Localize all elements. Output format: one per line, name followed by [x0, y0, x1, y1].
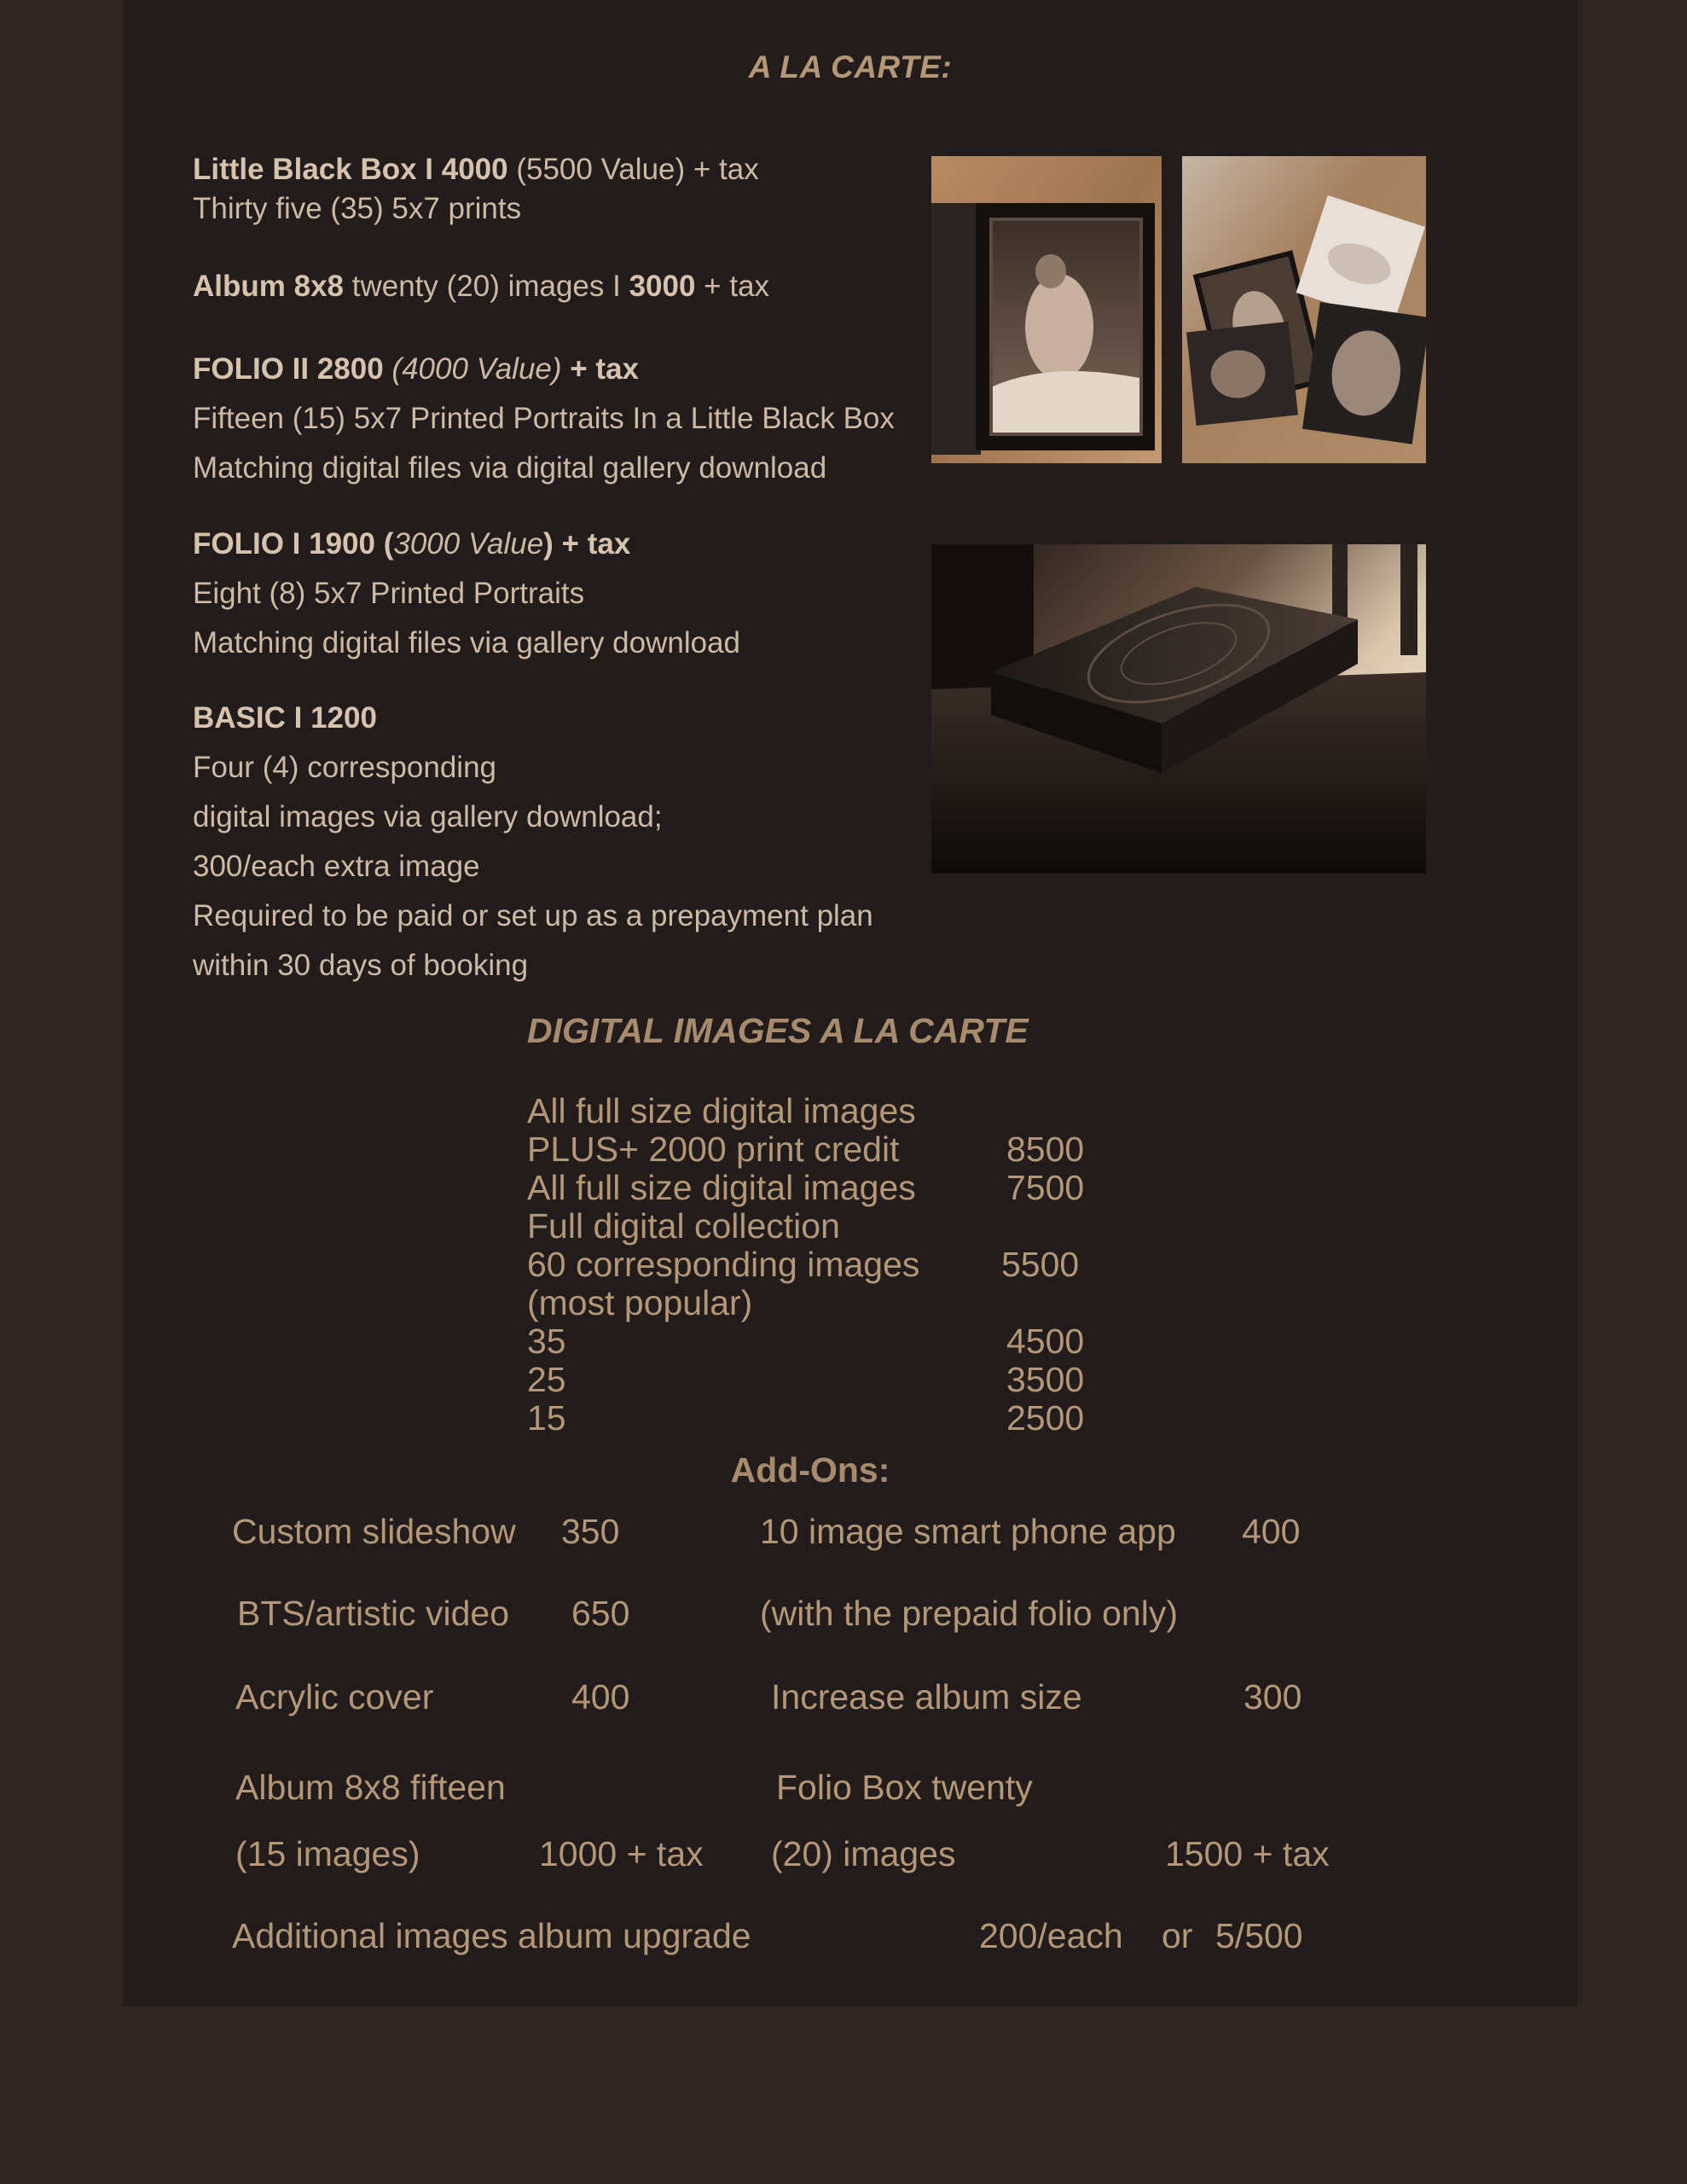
- digital-price-row: [527, 1207, 1090, 1246]
- package-close-paren: ): [543, 527, 554, 561]
- addon-album-fifteen-price: 1000 + tax: [539, 1834, 704, 1873]
- addon-additional-bundle: 5/500: [1215, 1916, 1303, 1955]
- package-title: FOLIO I 1900: [193, 527, 375, 561]
- package-line: Matching digital files via digital gallery download: [193, 451, 827, 485]
- addon-folio-twenty-label: Folio Box twenty: [776, 1768, 1033, 1807]
- package-title: Album 8x8: [193, 270, 344, 303]
- digital-row-label: Full digital collection: [527, 1206, 840, 1246]
- digital-row-price: 5500: [1001, 1245, 1080, 1284]
- digital-row-label: 35: [527, 1321, 566, 1361]
- digital-price-row: [527, 1284, 1090, 1322]
- digital-section-heading: DIGITAL IMAGES A LA CARTE: [527, 1011, 1029, 1050]
- digital-row-label: All full size digital images: [527, 1091, 916, 1130]
- addons-heading: Add-Ons:: [730, 1450, 890, 1490]
- digital-row-price: 7500: [1006, 1168, 1085, 1207]
- package-album-8x8: [193, 267, 769, 306]
- package-line: Matching digital files via gallery download: [193, 626, 741, 659]
- addon-additional-label: Additional images album upgrade: [232, 1916, 751, 1955]
- addon-bts-label: BTS/artistic video: [237, 1594, 509, 1633]
- package-little-black-box: [193, 150, 759, 229]
- digital-row-price: 8500: [1006, 1130, 1085, 1169]
- package-value-note: (4000 Value): [383, 352, 562, 386]
- addon-slideshow-price: 350: [561, 1512, 620, 1551]
- package-line: Required to be paid or set up as a prepayment plan: [193, 899, 873, 932]
- addon-album-fifteen-label: Album 8x8 fifteen: [235, 1768, 506, 1807]
- addon-acrylic-price: 400: [571, 1677, 630, 1716]
- digital-row-price: 3500: [1006, 1360, 1085, 1399]
- digital-price-row: [527, 1322, 1090, 1361]
- digital-row-label: 25: [527, 1360, 566, 1399]
- digital-row-label: 15: [527, 1398, 566, 1438]
- digital-price-row: [527, 1130, 1090, 1169]
- package-suffix: + tax: [553, 527, 631, 561]
- addon-additional-or: or: [1162, 1916, 1193, 1955]
- photo-little-black-box: [931, 156, 1162, 463]
- digital-row-label: All full size digital images: [527, 1168, 916, 1207]
- package-value-note: 3000 Value: [393, 527, 544, 561]
- package-title: Little Black Box I 4000: [193, 153, 508, 186]
- addon-album-fifteen-sub: (15 images): [235, 1834, 420, 1873]
- addon-album-size-price: 300: [1244, 1677, 1302, 1716]
- digital-price-list: [527, 1092, 1090, 1438]
- digital-row-label: (most popular): [527, 1283, 753, 1322]
- package-suffix: + tax: [561, 352, 640, 386]
- package-folio-ii: [193, 345, 895, 493]
- addon-prepaid-note: (with the prepaid folio only): [760, 1594, 1178, 1633]
- digital-row-price: 4500: [1006, 1321, 1085, 1361]
- package-value-note: (5500 Value) + tax: [507, 153, 759, 186]
- package-line: Thirty five (35) 5x7 prints: [193, 192, 522, 225]
- package-line: Fifteen (15) 5x7 Printed Portraits In a Little Black Box: [193, 402, 895, 435]
- digital-price-row: [527, 1399, 1090, 1438]
- package-line: digital images via gallery download;: [193, 800, 663, 834]
- addon-folio-twenty-price: 1500 + tax: [1165, 1834, 1330, 1873]
- package-folio-i: [193, 520, 740, 668]
- package-suffix: + tax: [695, 270, 770, 303]
- package-price: 3000: [629, 270, 696, 303]
- digital-row-label: 60 corresponding images: [527, 1245, 920, 1284]
- digital-price-row: [527, 1246, 1090, 1284]
- package-title: FOLIO II 2800: [193, 352, 384, 386]
- digital-price-row: [527, 1092, 1090, 1130]
- package-line: Four (4) corresponding: [193, 751, 496, 784]
- package-title: BASIC I 1200: [193, 701, 377, 735]
- package-line: Eight (8) 5x7 Printed Portraits: [193, 577, 585, 610]
- package-line: within 30 days of booking: [193, 949, 529, 982]
- addon-additional-price: 200/each: [979, 1916, 1123, 1955]
- addon-acrylic-label: Acrylic cover: [235, 1677, 434, 1716]
- digital-row-price: 2500: [1006, 1398, 1085, 1438]
- package-line: 300/each extra image: [193, 850, 480, 883]
- addon-album-size-label: Increase album size: [771, 1677, 1082, 1716]
- digital-row-label: PLUS+ 2000 print credit: [527, 1130, 900, 1169]
- page-title: A LA CARTE:: [748, 49, 953, 84]
- price-sheet-panel: [123, 0, 1578, 2007]
- digital-price-row: [527, 1169, 1090, 1207]
- photo-embossed-box: [931, 544, 1426, 874]
- photo-scattered-prints: [1182, 156, 1426, 463]
- addon-phone-app-price: 400: [1242, 1512, 1301, 1551]
- package-basic: [193, 694, 873, 990]
- addon-slideshow-label: Custom slideshow: [232, 1512, 516, 1551]
- digital-price-row: [527, 1361, 1090, 1399]
- package-middle: twenty (20) images I: [344, 270, 629, 303]
- addon-bts-price: 650: [571, 1594, 630, 1633]
- package-open-paren: (: [374, 527, 394, 561]
- addon-phone-app-label: 10 image smart phone app: [760, 1512, 1176, 1551]
- addon-folio-twenty-sub: (20) images: [771, 1834, 956, 1873]
